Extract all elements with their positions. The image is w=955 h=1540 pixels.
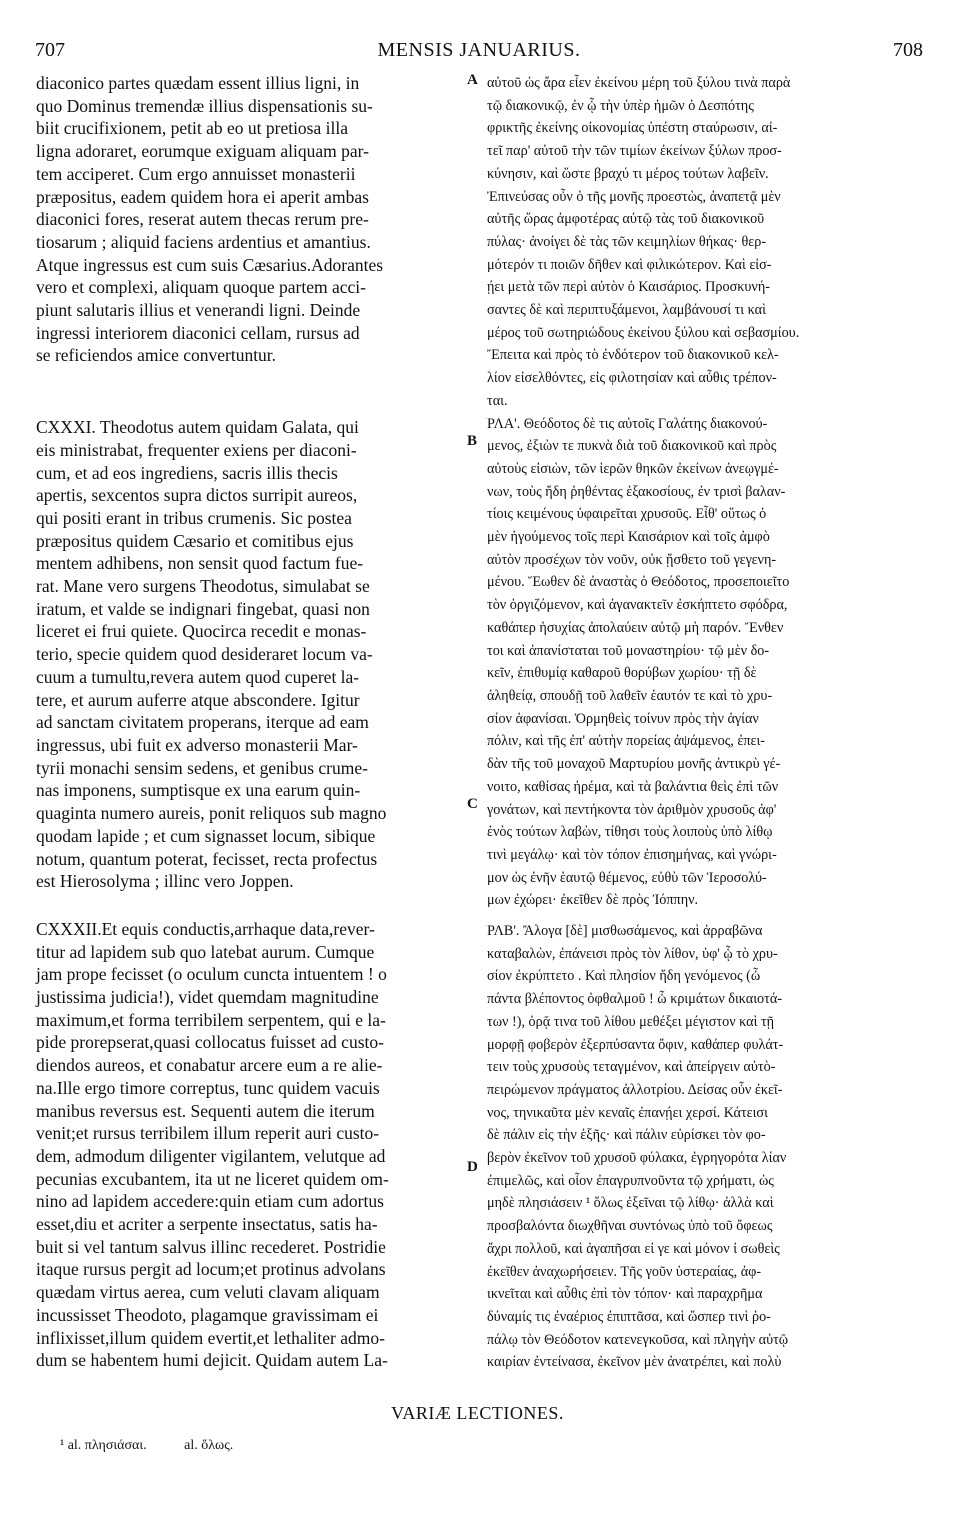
latin-paragraph-1: diaconico partes quædam essent illius ligni, in quo Dominus tremendæ illius dispensationis su- biit crucifixionem, petit ab eo ut pretiosa illa ligna adoraret, eorumque exiguam aliquam par- tem acciperet. Cum ergo annuisset monasterii præpositus, eadem quidem hora ei aperit ambas diaconici fores, reserat autem thecas rerum pre- tiosarum ; aliquid faciens ardentius et amantius. Atque ingressus est cum suis Cæsarius.Adorantes vero et complexi, aliquam quoque partem acci- piunt salutaris illius et venerandi ligni. Deinde ingressi interiorem diaconici cellam, rursus ad se reficiendos amice convertuntur. [36,73,384,366]
greek-paragraph-2: ΡΛΑ'. Θεόδοτος δὲ τις αὐτοῖς Γαλάτης διακονού- μενος, ἐξιὼν τε πυκνὰ διὰ τοῦ διακονικοῦ καὶ πρὸς αὐτοὺς εἰσιὼν, τῶν ἱερῶν θηκῶν ἐκείνων ἀνεῳγμέ- νων, τοὺς ἤδη ῥηθέντας ἑξακοσίους, ἐν τρισὶ βαλαν- τίοις κειμένους ὑφαιρεῖται χρυσοῦς. Εἶθ' οὕτως ὁ μὲν ἡγούμενος τοῖς περὶ Καισάριον καὶ τοῖς ἀμφὸ αὐτὸν προσέχων τὸν νοῦν, οὐκ ᾔσθετο τοῦ γεγενη- μένου. Ἕωθεν δὲ ἀναστὰς ὁ Θεόδοτος, προσεποιεῖτο τὸν ὀργιζόμενον, καὶ ἀγανακτεῖν ἐσκήπτετο σφόδρα, καθάπερ ἡσυχίας ἀπολαύειν αὐτῷ μὴ παρόν. Ἔνθεν τοι καὶ ἀπανίσταται τοῦ μοναστηρίου· τῷ μὲν δο- κεῖν, ἐπιθυμίᾳ καθαροῦ θορύβων χωρίου· τῇ δὲ ἀληθείᾳ, σπουδῇ τοῦ λαθεῖν ἑαυτόν τε καὶ τὸ χρυ- σίον ἀφανίσαι. Ὁρμηθεὶς τοίνυν πρὸς τὴν ἁγίαν πόλιν, καὶ τῆς ἐπ' αὐτὴν πορείας ἀψάμενος, ἐπει- δὰν τῆς τοῦ μοναχοῦ Μαρτυρίου μονῆς ἀντικρὺ γέ- νοιτο, καθίσας ἠρέμα, καὶ τὰ βαλάντια θεὶς ἐπὶ τῶν γονάτων, καὶ πεντήκοντα τὸν ἀριθμὸν χρυσοῦς ἀφ' ἑνὸς τούτων λαβὼν, τίθησι τοὺς λοιποὺς ὑπὸ λίθῳ τινὶ μεγάλῳ· καὶ τὸν τόπον ἐπισημήνας, καὶ γνώρι- μον ὡς ἐνῆν ἑαυτῷ θέμενος, εὐθὺ τῶν Ἱεροσολύ- μων ἐχώρει· ἐκεῖθεν δὲ πρὸς Ἰόππην. [487,415,790,909]
footnote-1: ¹ al. πλησιάσαι. [60,1438,147,1453]
greek-paragraph-3: ΡΛΒ'. Ἄλογα [δὲ] μισθωσάμενος, καὶ ἀρραβῶνα καταβαλὼν, ἐπάνεισι πρὸς τὸν λίθον, ὑφ' ᾧ τὸ χρυ- σίον ἐκρύπτετο . Καὶ πλησίον ἤδη γενόμενος (ὦ πάντα βλέποντος ὀφθαλμοῦ ! ὦ κριμάτων δικαιοτά- των !), ὁρᾷ τινα τοῦ λίθου μεθέξει μέγιστον καὶ τῇ μορφῇ φοβερὸν ἐξερπύσαντα ὄφιν, καθάπερ φυλάτ- τειν τοὺς χρυσοὺς τεταγμένον, καὶ ἀπείργειν αὐτὸ- πειρώμενον πράγματος ἀλλοτρίου. Δείσας οὖν ἐκεῖ- νος, τηνικαῦτα μὲν κεναῖς ἐπανῄει χερσί. Κάτεισι δὲ πάλιν εἰς τὴν ἑξῆς· καὶ πάλιν εὑρίσκει τὸν φο- βερὸν ἐκεῖνον τοῦ χρυσοῦ φύλακα, ἐγρηγορότα λίαν ἐπιμελῶς, καὶ οἷον ἐπαγρυπνοῦντα τῷ χρήματι, ὡς μηδὲ πλησιάσειν ¹ ὅλως ἐξεῖναι τῷ λίθῳ· ἀλλὰ καὶ προσβαλόντα διωχθῆναι συντόνως ὑπὸ τοῦ ὄφεως ἄχρι πολλοῦ, καὶ ἀγαπῆσαι εἰ γε καὶ μόνον ἰ σωθεὶς ἐκεῖθεν ἀναχωρήσειεν. Τῆς γοῦν ὑστεραίας, ἀφ- ικνεῖται καὶ αὖθις ἐπὶ τὸν τόπον· καὶ παραχρῆμα δύναμίς τις ἐναέριος ἐπιπτᾶσα, καὶ ὥσπερ τινὶ ῥο- πάλῳ τὸν Θεόδοτον κατενεγκοῦσα, καὶ πληγὴν αὐτῷ καιρίαν ἐντείνασα, ἐκεῖνον μὲν ἀνατρέπει, καὶ πολὺ [487,923,789,1371]
footnotes [60,1438,267,1454]
latin-gap-2 [36,893,470,918]
margin-letter-c: C [467,796,478,812]
latin-gap-1 [36,367,470,416]
latin-paragraph-2: CXXXI. Theodotus autem quidam Galata, qui eis ministrabat, frequenter exiens per diaconi- cum, et ad eos ingrediens, sacris illis thecis apertis, sexcentos supra dictos surripit aureos, qui positi erant in tribus crumenis. Sic postea præpositus quidem Cæsario et comitibus ejus mentem adhibens, non sensit quod factum fue- rat. Mane vero surgens Theodotus, simulabat se iratum, et valde se indignari fingebat, quasi non liceret ei frui quiete. Quocirca recedit e monas- terio, specie quidem quod desideraret locum va- cuum a tumultu,revera autem quod cuperet la- tere, et aurum auferre atque abscondere. Igitur ad sanctam civitatem properans, iterque ad eam ingressus, ubi fuit ex adverso monasterii Mar- tyrii monachi sensim sedens, et genibus crume- nas imponens, sumptisque ex una earum quin- quaginta numero aureis, ponit reliquos sub magno quodam lapide ; et cum signasset locum, sibique notum, quantum poterat, fecisset, recta profectus est Hierosolyma ; illinc vero Joppen. [36,417,387,892]
margin-letter-b: B [467,433,478,449]
latin-column [36,72,470,1372]
right-page-number: 708 [893,39,923,61]
margin-letter-a: A [467,72,478,88]
page-header [35,33,923,69]
running-title: MENSIS JANUARIUS. [377,39,581,61]
greek-gap [487,912,921,920]
greek-column [487,72,921,1374]
footnote-2: al. ὅλως. [184,1438,234,1453]
greek-paragraph-1: αὐτοῦ ὡς ἄρα εἶεν ἐκείνου μέρη τοῦ ξύλου τινὰ παρὰ τῷ διακονικῷ, ἐν ᾧ τὴν ὑπὲρ ἡμῶν ὁ Δεσπότης φρικτῆς ἐκείνης οἰκονομίας ὑπέστη σταύρωσιν, αἰ- τεῖ παρ' αὐτοῦ τὴν τῶν τιμίων ἐκείνων ξύλων προσ- κύνησιν, καὶ ὥστε βραχύ τι μέρος τούτων λαβεῖν. Ἐπινεύσας οὖν ὁ τῆς μονῆς προεστὼς, ἀναπετᾷ μὲν αὐτῆς ὥρας ἀμφοτέρας αὐτῷ τὰς τοῦ διακονικοῦ πύλας· ἀνοίγει δὲ τὰς τῶν κειμηλίων θήκας· θερ- μότερόν τι ποιῶν δῆθεν καὶ φιλικώτερον. Καὶ εἰσ- ῄει μετὰ τῶν περὶ αὐτὸν ὁ Καισάριος. Προσκυνή- σαντες δὲ καὶ περιπτυξάμενοι, λαμβάνουσί τι καὶ μέρος τοῦ σωτηριώδους ἐκείνου ξύλου καὶ σεβασμίου. Ἔπειτα καὶ πρὸς τὸ ἐνδότερον τοῦ διακονικοῦ κελ- λίον εἰσελθόντες, εἰς φιλοτησίαν καὶ αὖθις τρέπον- ται. [487,75,800,409]
variae-lectiones-heading: VARIÆ LECTIONES. [391,1403,564,1423]
left-page-number: 707 [35,39,65,61]
margin-letter-d: D [467,1159,478,1175]
latin-paragraph-3: CXXXII.Et equis conductis,arrhaque data,rever- titur ad lapidem sub quo latebat aurum. Cumque jam prope fecisset (o oculum cuncta intuentem ! o justissima judicia!), videt quemdam magnitudine maximum,et forma terribilem serpentem, qui e la- pide prorepserat,quasi collocatus fuisset ad custo- diendos aureos, et conabatur arcere eum a re alie- na.Ille ergo timore correptus, tunc quidem vacuis manibus reversus est. Sequenti autem die iterum venit;et rursus terribilem illum reperit auri custo- dem, admodum diligenter vigilantem, velutque ad pecunias excubantem, ita ut ne liceret quidem om- nino ad lapidem accedere:quin etiam cum adortus esset,diu et acriter a serpente insectatus, satis ha- buit si vel tantum salvus illinc recederet. Postridie itaque rursus pergit ad locum;et protinus advolans quædam virtus aerea, cum veluti clavam aliquam incussisset Theodoto, plagamque gravissimam ei inflixisset,illum quidem evertit,et lethaliter admo- dum se habentem humi dejicit. Quidam autem La- [36,918,389,1371]
